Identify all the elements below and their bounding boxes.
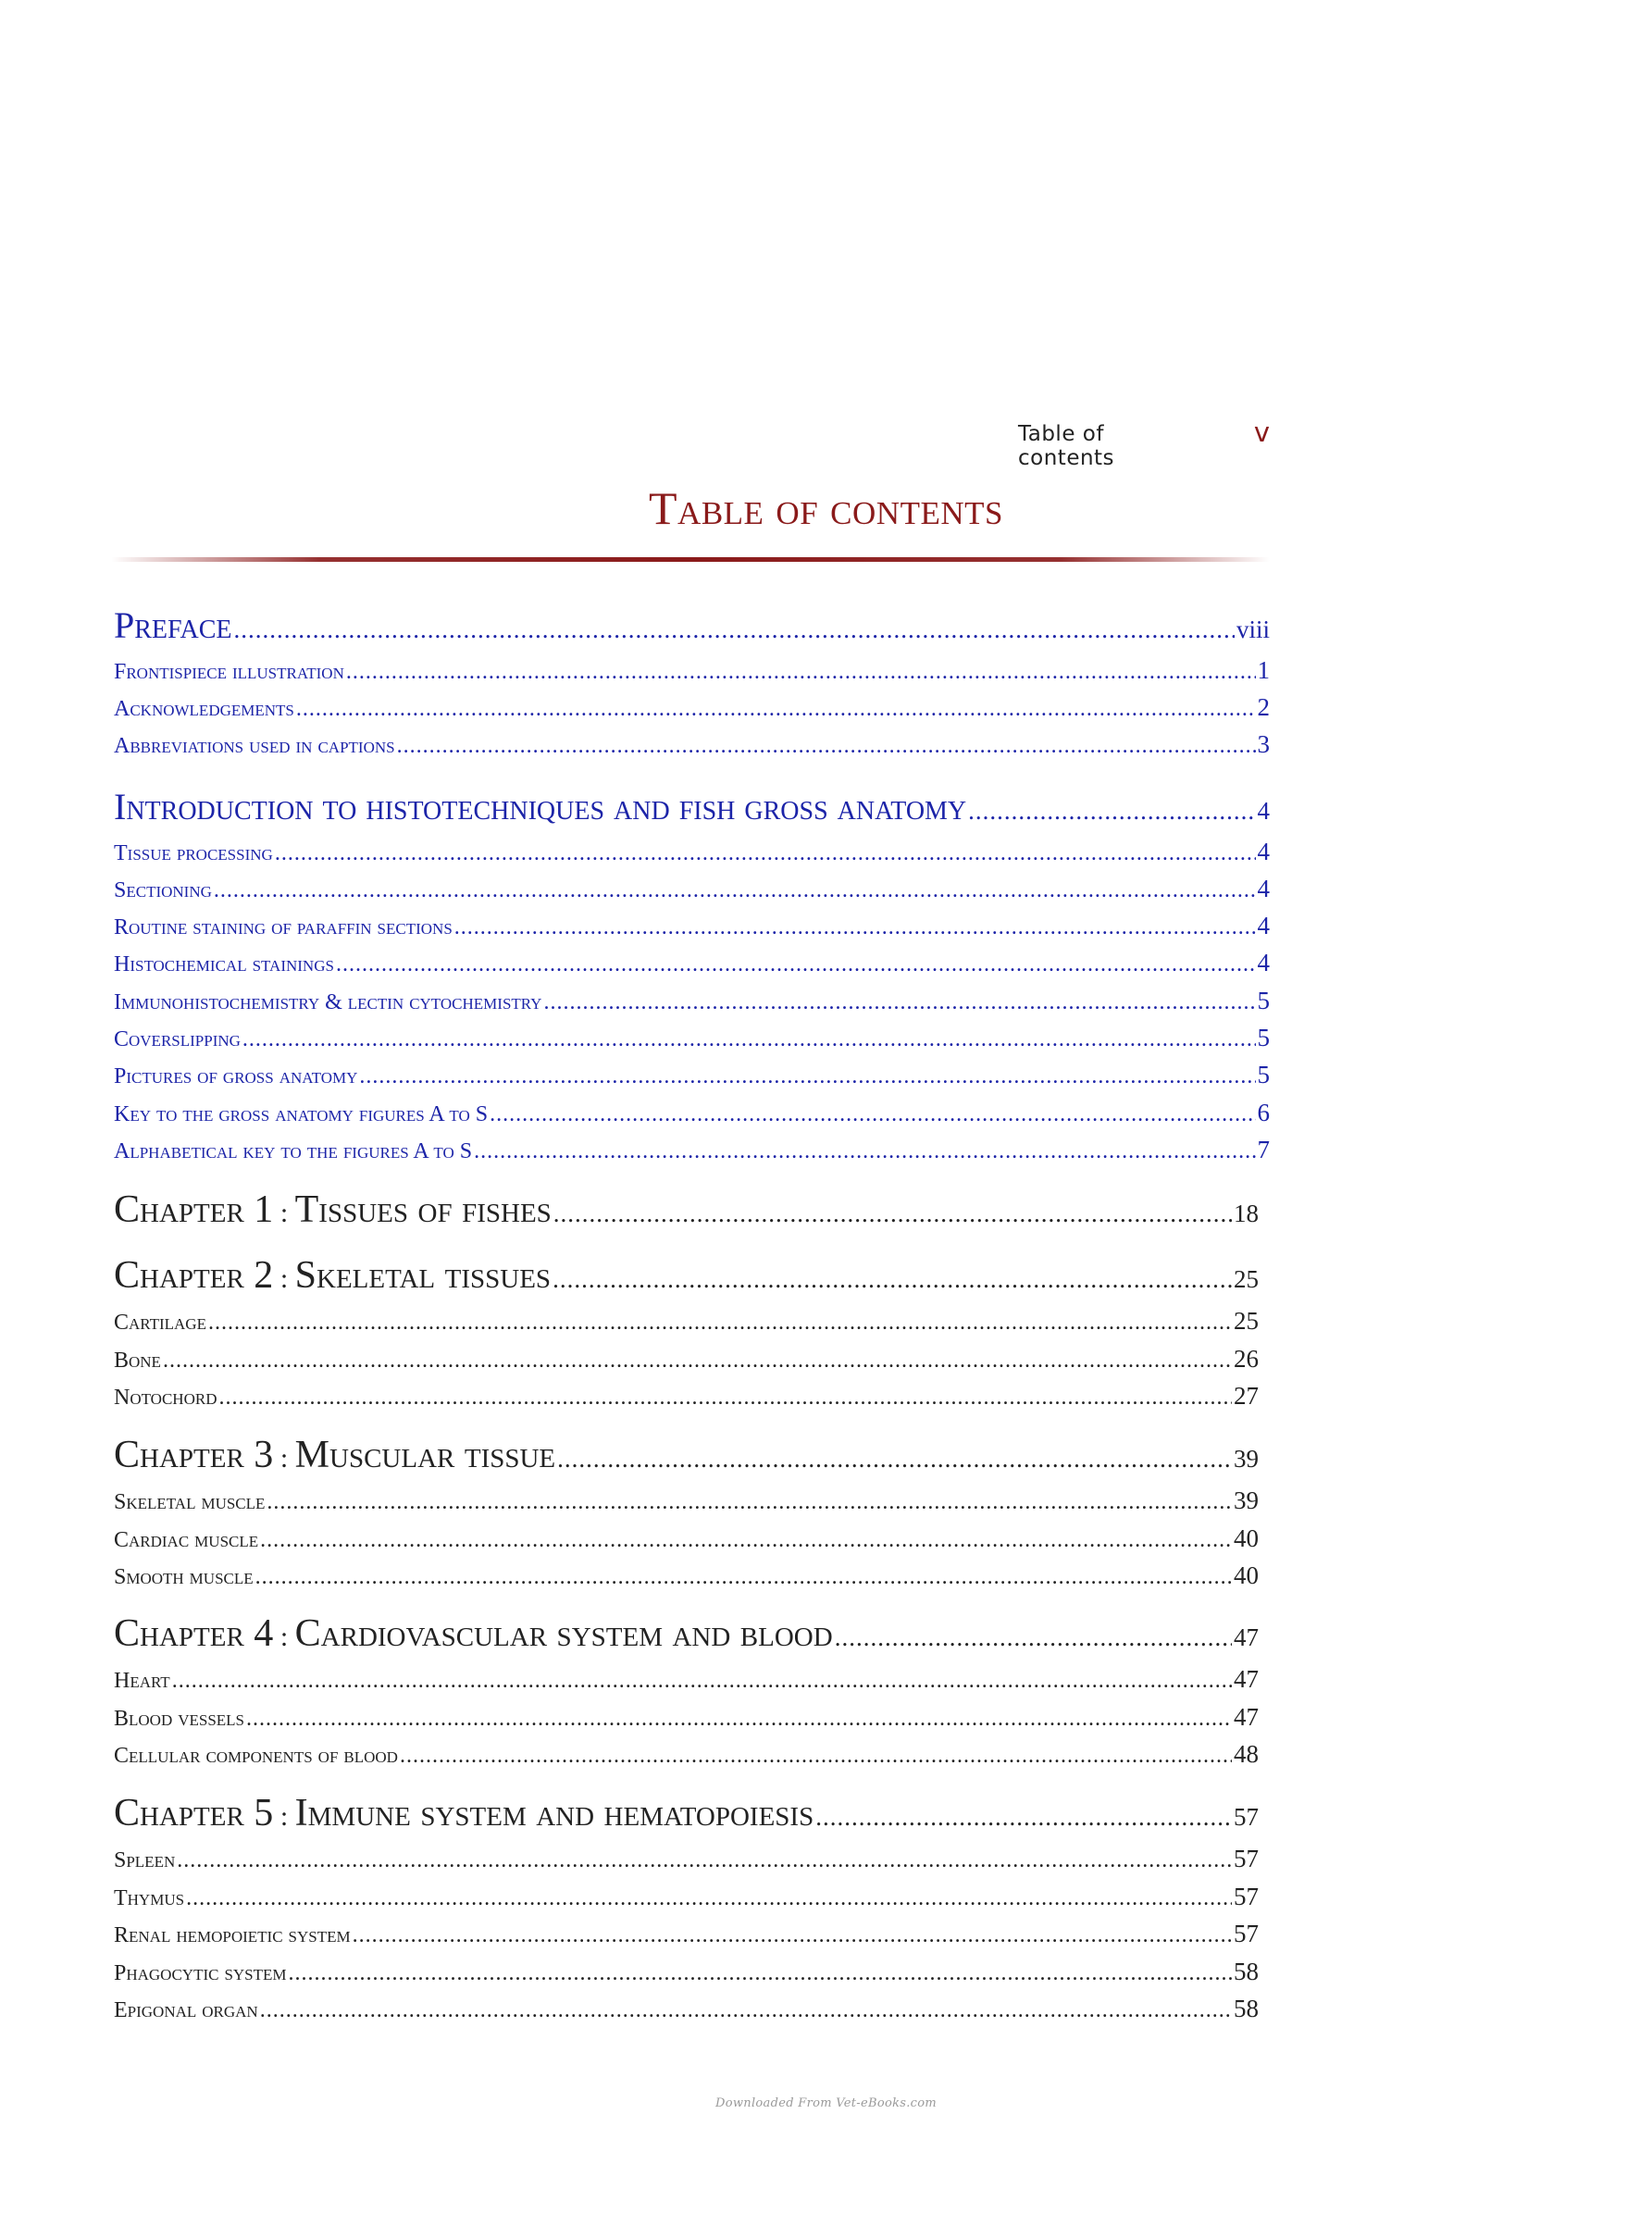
toc-entry-intro[interactable]: [114, 838, 1270, 866]
chapter-heading-label: [114, 1253, 551, 1298]
toc-entry-label: Acknowledgements: [114, 697, 294, 721]
toc-page-number: 57: [1234, 1883, 1259, 1910]
toc-page-number: 25: [1234, 1265, 1259, 1293]
toc-entry-label: Thymus: [114, 1886, 185, 1910]
toc-page-number: 47: [1234, 1703, 1259, 1731]
toc-entry-label: Heart: [114, 1669, 170, 1693]
dot-leader: [557, 1445, 1232, 1474]
toc-entry-section[interactable]: [114, 1995, 1259, 2023]
dot-leader: [296, 697, 1256, 722]
toc-entry-front[interactable]: [114, 603, 1270, 647]
toc-page-number: 6: [1257, 1099, 1270, 1126]
toc-chapter-heading[interactable]: [114, 1791, 1259, 1835]
dot-leader: [186, 1886, 1232, 1911]
running-header-title: Table of contents: [1018, 422, 1115, 470]
toc-page-number: 5: [1257, 1061, 1270, 1088]
toc-entry-section[interactable]: [114, 1665, 1259, 1694]
toc-page-number: 25: [1234, 1307, 1259, 1335]
chapter-separator: :: [273, 1198, 295, 1228]
toc-entry-label: Key to the gross anatomy figures A to S: [114, 1102, 489, 1126]
chapter-title: Cardiovascular system and blood: [294, 1612, 833, 1655]
dot-leader: [260, 1528, 1232, 1553]
toc-entry-section[interactable]: [114, 1382, 1259, 1411]
toc-page-number: 4: [1257, 912, 1270, 939]
dot-leader: [474, 1139, 1255, 1164]
dot-leader: [289, 1961, 1232, 1986]
toc-entry-label: Preface: [114, 604, 232, 646]
toc-page-number: 5: [1257, 987, 1270, 1014]
dot-leader: [172, 1669, 1232, 1694]
chapter-title: Tissues of fishes: [294, 1188, 552, 1231]
toc-entry-label: Skeletal muscle: [114, 1490, 266, 1514]
toc-entry-section[interactable]: [114, 1307, 1259, 1336]
chapter-title: Immune system and hematopoiesis: [294, 1792, 814, 1834]
toc-entry-label: Blood vessels: [114, 1707, 245, 1731]
chapter-title: Skeletal tissues: [294, 1254, 552, 1297]
toc-entry-front[interactable]: [114, 656, 1270, 685]
toc-entry-intro[interactable]: [114, 875, 1270, 903]
toc-entry-label: Routine staining of paraffin sections: [114, 915, 453, 939]
chapter-number: Chapter 4: [114, 1612, 274, 1655]
chapter-separator: :: [273, 1263, 295, 1294]
dot-leader: [835, 1623, 1232, 1652]
toc-entry-label: Pictures of gross anatomy: [114, 1064, 358, 1088]
toc-entry-section[interactable]: [114, 1883, 1259, 1911]
toc-entry-label: Cellular components of blood: [114, 1744, 398, 1768]
page-title: Table of contents: [649, 482, 1003, 534]
toc-entry-label: Epigonal organ: [114, 1998, 258, 2022]
chapter-number: Chapter 3: [114, 1434, 274, 1476]
toc-page-number: 57: [1234, 1845, 1259, 1872]
toc-entry-label: Phagocytic system: [114, 1961, 287, 1985]
dot-leader: [260, 1998, 1232, 2023]
dot-leader: [242, 1027, 1256, 1052]
toc-chapter-heading[interactable]: [114, 1433, 1259, 1477]
toc-page-number: 40: [1234, 1561, 1259, 1589]
dot-leader: [553, 1200, 1232, 1228]
chapter-number: Chapter 5: [114, 1792, 274, 1834]
toc-entry-label: Histochemical stainings: [114, 952, 334, 976]
toc-entry-intro[interactable]: [114, 1061, 1270, 1089]
toc-entry-label: Tissue processing: [114, 841, 273, 865]
title-divider: [111, 557, 1270, 562]
toc-page-number: 18: [1234, 1200, 1259, 1227]
toc-page-number: 7: [1257, 1136, 1270, 1163]
toc-chapter-heading[interactable]: [114, 1253, 1259, 1298]
toc-entry-label: Renal hemopoietic system: [114, 1923, 351, 1947]
watermark-footer: Downloaded From Vet-eBooks.com: [715, 2096, 937, 2110]
toc-page-number: 58: [1234, 1995, 1259, 2022]
running-header: [1018, 417, 1270, 470]
toc-page-number: 5: [1257, 1024, 1270, 1051]
toc-page-number: 4: [1257, 797, 1270, 825]
toc-entry-intro[interactable]: [114, 1099, 1270, 1127]
toc-chapter-heading[interactable]: [114, 1188, 1259, 1232]
toc-page-number: 39: [1234, 1445, 1259, 1473]
dot-leader: [359, 1064, 1255, 1089]
dot-leader: [177, 1848, 1232, 1873]
toc-chapter-heading[interactable]: [114, 1611, 1259, 1656]
toc-page-number: 27: [1234, 1382, 1259, 1410]
dot-leader: [454, 915, 1256, 940]
toc-page-number: 39: [1234, 1486, 1259, 1514]
toc-entry-intro[interactable]: [114, 949, 1270, 977]
toc-heading-introduction[interactable]: [114, 785, 1270, 828]
dot-leader: [255, 1565, 1232, 1590]
dot-leader: [543, 990, 1255, 1015]
dot-leader: [208, 1311, 1232, 1336]
toc-entry-label: Coverslipping: [114, 1027, 241, 1051]
dot-leader: [397, 734, 1256, 759]
dot-leader: [336, 952, 1256, 977]
dot-leader: [553, 1265, 1232, 1294]
toc-entry-intro[interactable]: [114, 1136, 1270, 1164]
chapter-number: Chapter 1: [114, 1188, 274, 1231]
dot-leader: [400, 1744, 1232, 1769]
toc-entry-label: Spleen: [114, 1848, 176, 1872]
toc-page-number: 4: [1257, 838, 1270, 865]
chapter-heading-label: [114, 1188, 552, 1232]
toc-page-number: 4: [1257, 949, 1270, 976]
toc-page-number: 2: [1257, 693, 1270, 721]
page-number: v: [1253, 417, 1270, 448]
toc-page-number: viii: [1236, 616, 1270, 643]
dot-leader: [968, 797, 1255, 826]
chapter-heading-label: [114, 1791, 814, 1835]
toc-page-number: 57: [1234, 1803, 1259, 1831]
toc-entry-section[interactable]: [114, 1703, 1259, 1732]
toc-entry-section[interactable]: [114, 1524, 1259, 1553]
toc-entry-section[interactable]: [114, 1561, 1259, 1590]
chapter-heading-label: [114, 1433, 555, 1477]
chapter-title: Muscular tissue: [294, 1434, 556, 1476]
toc-entry-intro[interactable]: [114, 912, 1270, 940]
toc-entry-label: Cardiac muscle: [114, 1528, 259, 1552]
dot-leader: [163, 1349, 1232, 1374]
toc-page-number: 4: [1257, 875, 1270, 902]
chapter-number: Chapter 2: [114, 1254, 274, 1297]
toc-entry-front[interactable]: [114, 693, 1270, 722]
toc-entry-section[interactable]: [114, 1486, 1259, 1515]
toc-entry-intro[interactable]: [114, 1024, 1270, 1052]
toc-entry-label: Bone: [114, 1349, 161, 1373]
dot-leader: [490, 1102, 1255, 1127]
toc-entry-label: Abbreviations used in captions: [114, 734, 395, 758]
toc-page-number: 58: [1234, 1958, 1259, 1985]
dot-leader: [214, 878, 1256, 903]
dot-leader: [218, 1386, 1232, 1411]
toc-page-number: 1: [1257, 656, 1270, 684]
dot-leader: [275, 841, 1256, 866]
dot-leader: [234, 616, 1235, 644]
toc-entry-section[interactable]: [114, 1920, 1259, 1948]
toc-entry-front[interactable]: [114, 730, 1270, 759]
dot-leader: [346, 660, 1256, 685]
toc-entry-section[interactable]: [114, 1740, 1259, 1769]
toc-entry-label: Introduction to histotechniques and fish gross anatomy: [114, 786, 967, 827]
dot-leader: [815, 1803, 1232, 1832]
toc-entry-label: Alphabetical key to the figures A to S: [114, 1139, 473, 1163]
dot-leader: [267, 1490, 1232, 1515]
dot-leader: [353, 1923, 1232, 1948]
chapter-separator: :: [273, 1443, 295, 1474]
toc-page-number: 57: [1234, 1920, 1259, 1947]
toc-page-number: 47: [1234, 1665, 1259, 1693]
toc-page-number: 26: [1234, 1345, 1259, 1373]
toc-entry-section[interactable]: [114, 1845, 1259, 1873]
toc-entry-label: Immunohistochemistry & lectin cytochemistry: [114, 990, 542, 1014]
toc-page-number: 3: [1257, 730, 1270, 758]
toc-entry-label: Smooth muscle: [114, 1565, 254, 1589]
chapter-separator: :: [273, 1801, 295, 1832]
toc-entry-label: Notochord: [114, 1386, 217, 1410]
toc-page-number: 47: [1234, 1623, 1259, 1651]
toc-entry-section[interactable]: [114, 1958, 1259, 1986]
toc-page-number: 40: [1234, 1524, 1259, 1552]
dot-leader: [246, 1707, 1232, 1732]
chapter-heading-label: [114, 1611, 833, 1656]
toc-entry-intro[interactable]: [114, 987, 1270, 1015]
toc-entry-label: Sectioning: [114, 878, 212, 902]
toc-entry-section[interactable]: [114, 1345, 1259, 1374]
toc-entry-label: Frontispiece illustration: [114, 660, 344, 684]
toc-entry-label: Cartilage: [114, 1311, 206, 1335]
toc-page-number: 48: [1234, 1740, 1259, 1768]
chapter-separator: :: [273, 1622, 295, 1652]
